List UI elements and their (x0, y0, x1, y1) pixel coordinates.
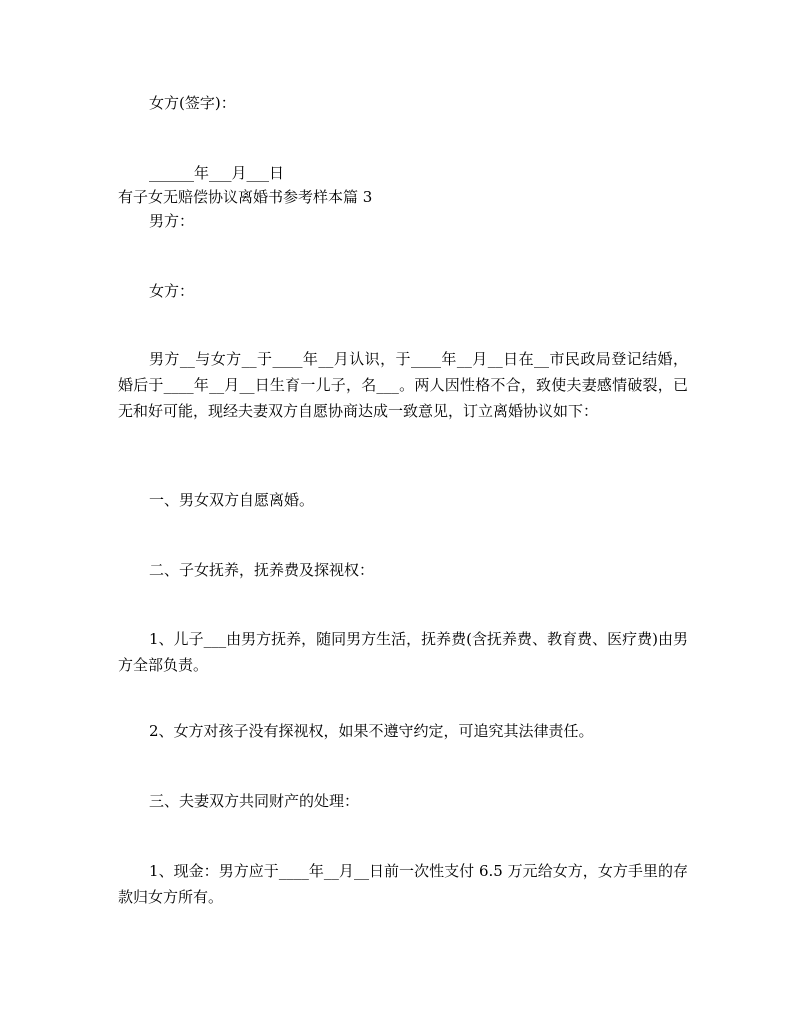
clause-three-item-one: 1、现金：男方应于____年__月__日前一次性支付 6.5 万元给女方，女方手里的存款归女方所有。 (118, 862, 688, 906)
female-signature-label: 女方(签字)： (149, 94, 236, 112)
intro-paragraph: 男方__与女方__于____年__月认识，于____年__月__日在__市民政局登记结婚，婚后于____年__月__日生育一儿子，名___。两人因性格不合，致使夫妻感情破裂，已无和好可能，现经夫妻双方自愿协商达成一致意见，订立离婚协议如下： (118, 350, 688, 420)
clause-two-heading: 二、子女抚养，抚养费及探视权： (149, 561, 375, 579)
section-title: 有子女无赔偿协议离婚书参考样本篇 3 (118, 188, 373, 206)
clause-three-heading: 三、夫妻双方共同财产的处理： (149, 792, 360, 810)
clause-one: 一、男女双方自愿离婚。 (149, 491, 315, 509)
date-line: ______年___月___日 (149, 164, 285, 182)
clause-two-item-two: 2、女方对孩子没有探视权，如果不遵守约定，可追究其法律责任。 (149, 722, 594, 740)
clause-two-item-one: 1、儿子___由男方抚养，随同男方生活，抚养费(含抚养费、教育费、医疗费)由男方全部负责。 (118, 630, 688, 674)
female-label: 女方： (149, 282, 195, 300)
male-label: 男方： (149, 212, 195, 230)
